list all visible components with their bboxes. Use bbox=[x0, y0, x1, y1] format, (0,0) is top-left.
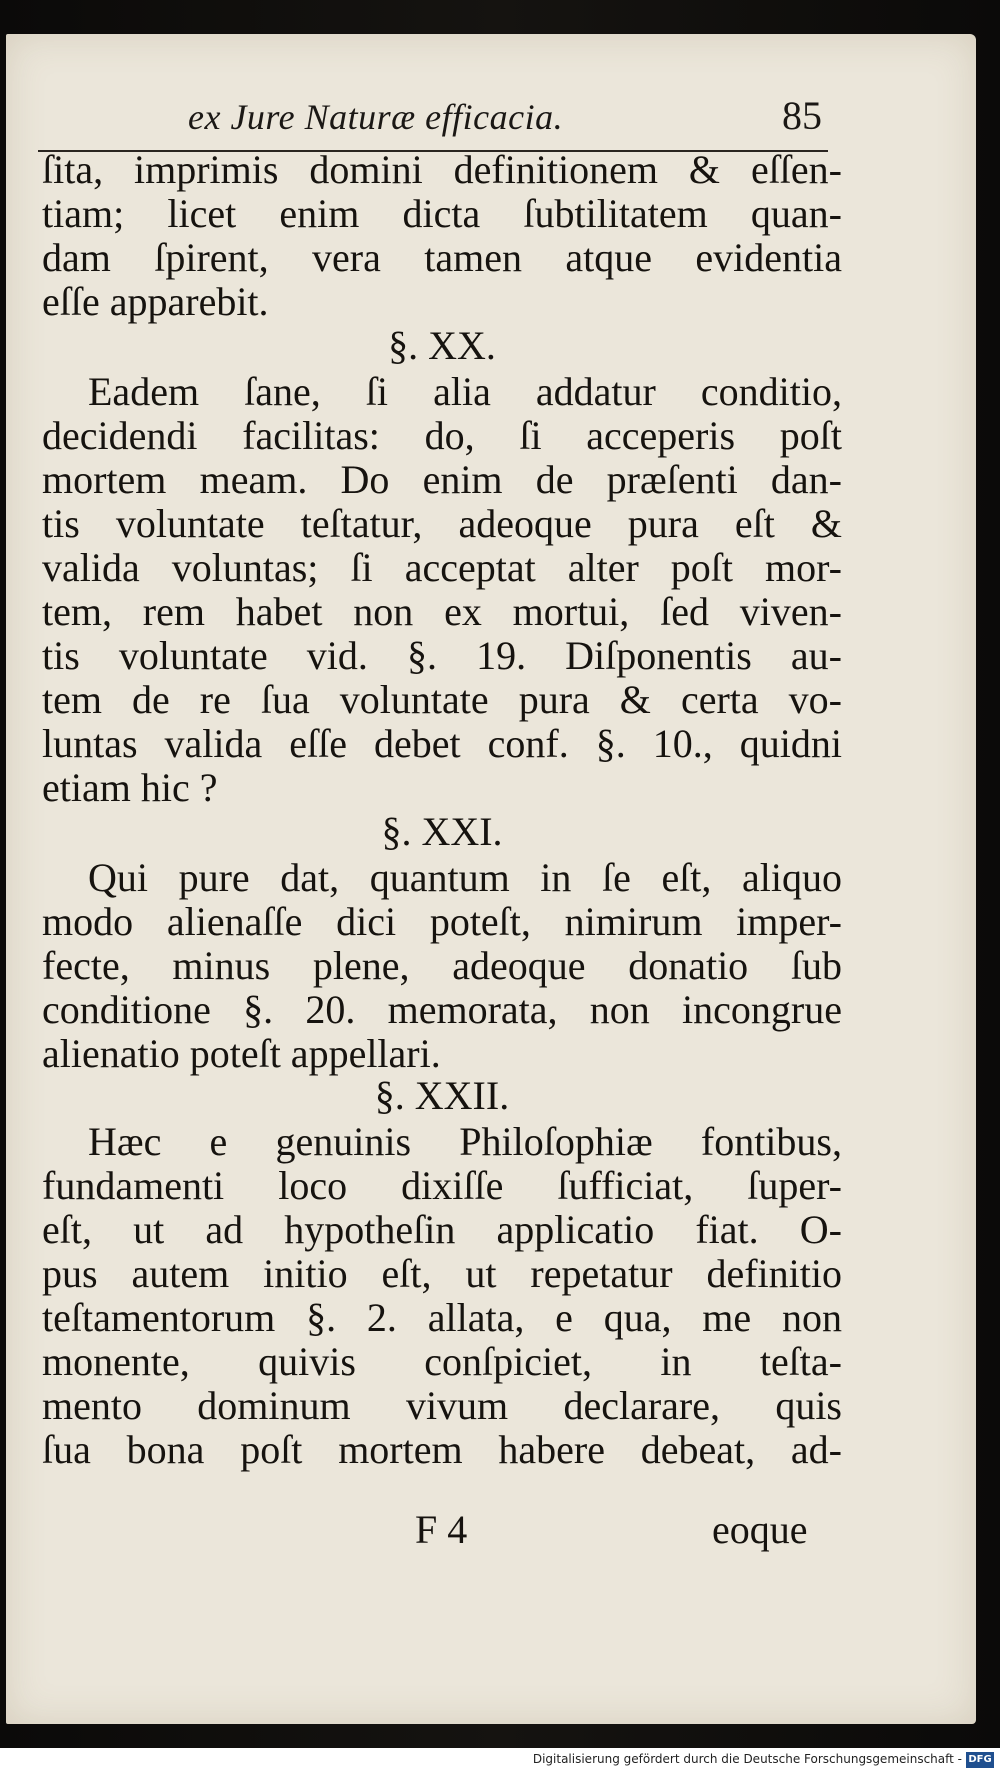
running-title: ex Jure Naturæ efficacia. bbox=[188, 97, 564, 137]
section-heading-xxii: §. XXII. bbox=[374, 1073, 510, 1118]
text-line: ſua bona poſt mortem habere debeat, ad- bbox=[42, 1427, 842, 1472]
text-line: pus autem initio eſt, ut repetatur definitio bbox=[42, 1251, 842, 1296]
section-heading-xx: §. XX. bbox=[388, 323, 496, 368]
text-line: fecte, minus plene, adeoque donatio ſub bbox=[42, 943, 842, 988]
digitization-credit-bar bbox=[0, 1748, 1000, 1773]
text-line: teſtamentorum §. 2. allata, e qua, me non bbox=[42, 1295, 842, 1340]
text-line: decidendi facilitas: do, ſi acceperis poſt bbox=[42, 413, 842, 458]
text-line: modo alienaſſe dici poteſt, nimirum imper- bbox=[42, 899, 842, 944]
page-header bbox=[38, 58, 828, 138]
dfg-logo-icon: DFG bbox=[966, 1752, 994, 1768]
text-line: alienatio poteſt appellari. bbox=[42, 1031, 441, 1076]
text-line: monente, quivis conſpiciet, in teſta- bbox=[42, 1339, 842, 1384]
text-line: mento dominum vivum declarare, quis bbox=[42, 1383, 842, 1428]
text-line: ſita, imprimis domini definitionem & eſſen- bbox=[42, 147, 842, 192]
body-text bbox=[42, 148, 842, 1548]
credit-text: Digitalisierung gefördert durch die Deutsche Forschungsgemeinschaft - bbox=[532, 1752, 962, 1766]
text-line: tem, rem habet non ex mortui, ſed viven- bbox=[42, 589, 842, 634]
text-line: Hæc e genuinis Philoſophiæ fontibus, bbox=[88, 1119, 842, 1164]
text-line: tis voluntate teſtatur, adeoque pura eſt & bbox=[42, 501, 842, 546]
text-line: dam ſpirent, vera tamen atque evidentia bbox=[42, 235, 842, 280]
text-line: Qui pure dat, quantum in ſe eſt, aliquo bbox=[88, 855, 842, 900]
text-line: eſt, ut ad hypotheſin applicatio fiat. O- bbox=[42, 1207, 842, 1252]
text-line: valida voluntas; ſi acceptat alter poſt mor- bbox=[42, 545, 842, 590]
text-line: tem de re ſua voluntate pura & certa vo- bbox=[42, 677, 842, 722]
section-heading-xxi: §. XXI. bbox=[381, 809, 503, 854]
text-line: Eadem ſane, ſi alia addatur conditio, bbox=[88, 369, 842, 414]
text-line: fundamenti loco dixiſſe ſufficiat, ſuper- bbox=[42, 1163, 842, 1208]
text-line: mortem meam. Do enim de præſenti dan- bbox=[42, 457, 842, 502]
text-line: tis voluntate vid. §. 19. Diſponentis au- bbox=[42, 633, 842, 678]
text-line: conditione §. 20. memorata, non incongrue bbox=[42, 987, 842, 1032]
catchword: eoque bbox=[712, 1507, 808, 1552]
text-line: eſſe apparebit. bbox=[42, 279, 269, 324]
signature-mark: F 4 bbox=[415, 1507, 468, 1552]
text-line: etiam hic ? bbox=[42, 765, 218, 810]
page-number: 85 bbox=[782, 93, 822, 138]
text-line: luntas valida eſſe debet conf. §. 10., quidni bbox=[42, 721, 842, 766]
text-line: tiam; licet enim dicta ſubtilitatem quan- bbox=[42, 191, 842, 236]
